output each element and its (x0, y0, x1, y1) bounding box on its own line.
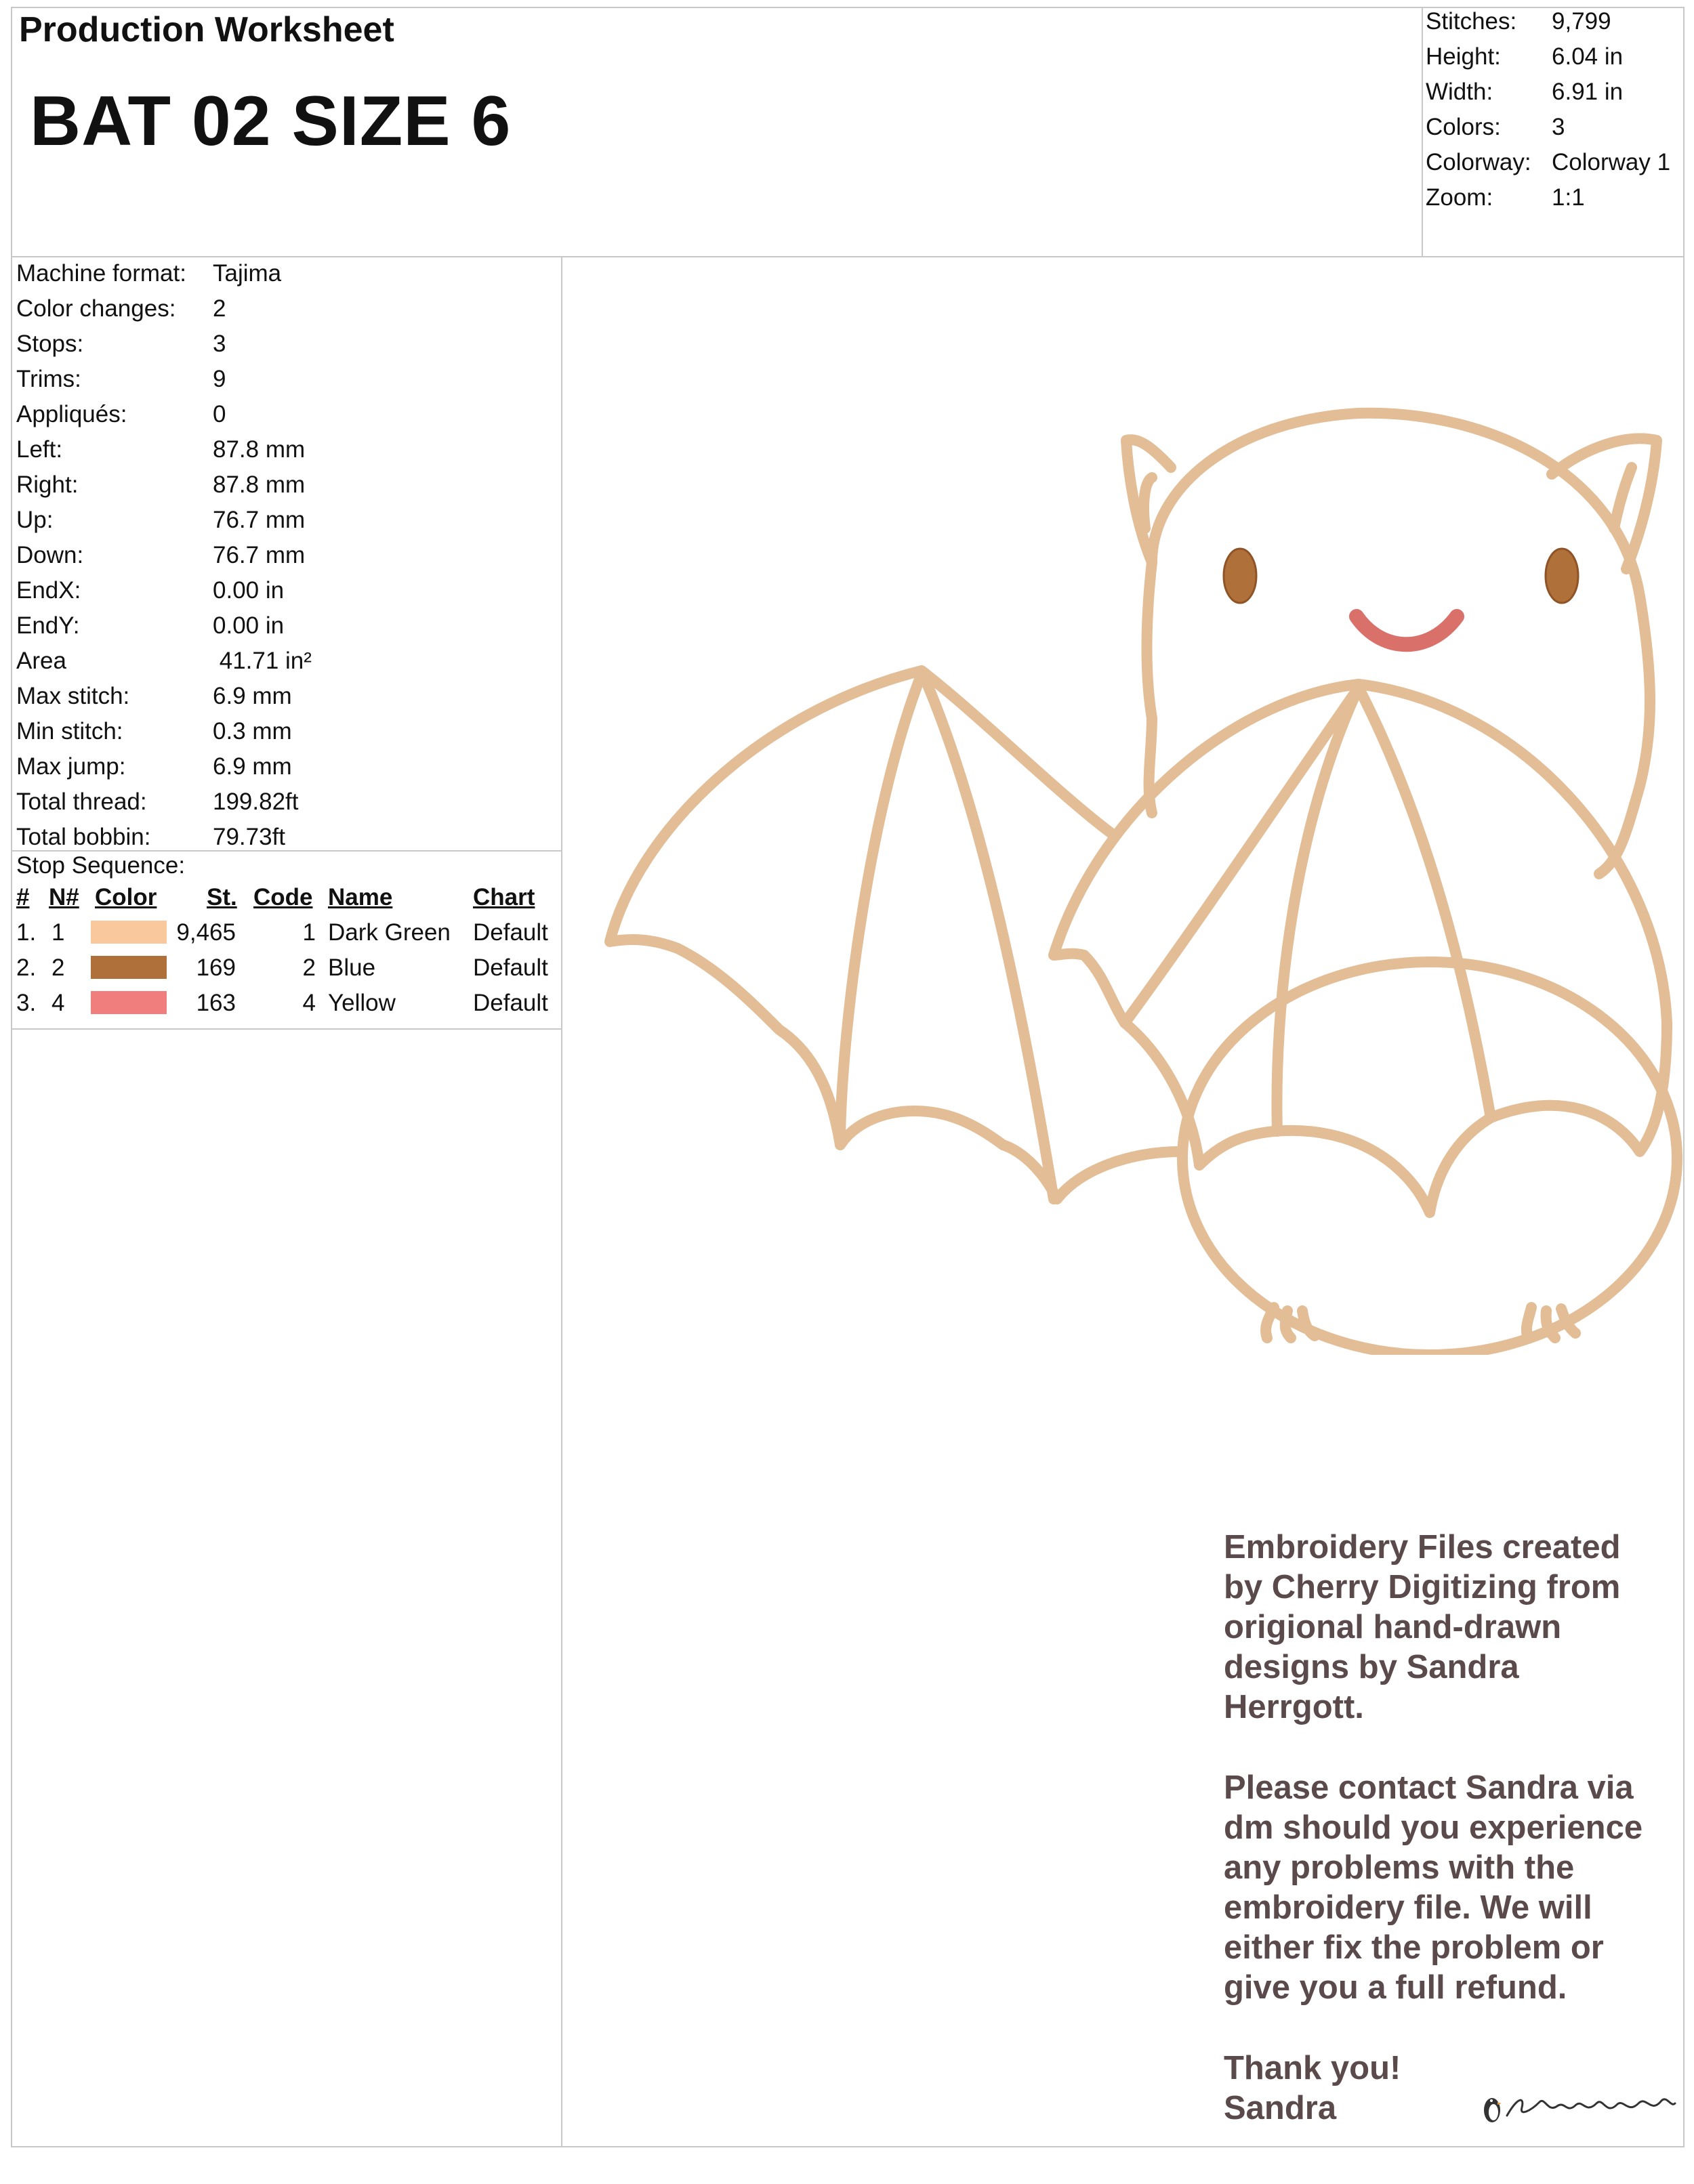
front-wing-rib-right (1359, 688, 1491, 1118)
note-line: Embroidery Files created (1224, 1529, 1621, 1566)
detail-value: 199.82ft (213, 789, 299, 815)
left-foot (1266, 1307, 1315, 1338)
row-code: 2 (302, 954, 316, 981)
summary-label: Stitches: (1426, 8, 1517, 35)
summary-value: 9,799 (1552, 8, 1611, 35)
left-column-divider (561, 256, 562, 2147)
detail-label: Stops: (16, 331, 84, 357)
detail-label: Total bobbin: (16, 824, 151, 850)
note-line: designs by Sandra (1224, 1649, 1519, 1685)
note-line: Please contact Sandra via (1224, 1769, 1634, 1806)
note-line: dm should you experience (1224, 1809, 1643, 1846)
detail-label: EndY: (16, 612, 80, 639)
row-stitches: 9,465 (176, 919, 236, 946)
signature-logo (1477, 2076, 1680, 2130)
left-ear-inner (1144, 478, 1152, 528)
row-chart: Default (473, 919, 548, 946)
row-num: 3. (16, 990, 37, 1016)
mouth (1357, 616, 1457, 644)
signature-stroke (1507, 2099, 1675, 2116)
detail-value: 87.8 mm (213, 471, 306, 498)
detail-value: 9 (213, 366, 226, 392)
worksheet-title: Production Worksheet (19, 10, 394, 49)
note-line: any problems with the (1224, 1849, 1575, 1886)
summary-label: Width: (1426, 79, 1493, 105)
detail-label: Max stitch: (16, 683, 130, 709)
detail-value: 3 (213, 331, 226, 357)
designer-note-paragraph-2 (1224, 1768, 1671, 2008)
table-row (16, 954, 558, 990)
detail-value: 6.9 mm (213, 683, 292, 709)
row-code: 4 (302, 990, 316, 1016)
color-swatch (91, 991, 167, 1014)
summary-label: Height: (1426, 43, 1501, 70)
col-header-stitches: St. (207, 884, 237, 910)
detail-label: Min stitch: (16, 718, 123, 744)
detail-label: Up: (16, 507, 54, 533)
table-row (16, 919, 558, 954)
detail-value: 79.73ft (213, 824, 286, 850)
note-line: Thank you! (1224, 2050, 1401, 2086)
detail-label: Down: (16, 542, 84, 568)
note-line: origional hand-drawn (1224, 1609, 1562, 1645)
row-needle: 2 (51, 954, 65, 981)
summary-value: 6.04 in (1552, 43, 1624, 70)
row-name: Yellow (328, 990, 396, 1016)
belly (1182, 962, 1677, 1355)
detail-label: Total thread: (16, 789, 147, 815)
detail-value: 0 (213, 401, 226, 427)
note-line: Herrgott. (1224, 1689, 1364, 1725)
col-header-code: Code (253, 884, 313, 910)
design-name: BAT 02 SIZE 6 (30, 82, 512, 161)
row-name: Dark Green (328, 919, 451, 946)
color-swatch (91, 956, 167, 979)
detail-label: Trims: (16, 366, 81, 392)
note-line: by Cherry Digitizing from (1224, 1569, 1621, 1605)
stop-sequence-title: Stop Sequence: (16, 852, 186, 879)
col-header-num: # (16, 884, 30, 910)
summary-value: 3 (1552, 114, 1565, 140)
table-row (16, 990, 558, 1025)
col-header-chart: Chart (473, 884, 535, 910)
row-code: 1 (302, 919, 316, 946)
stop-table-bottom (11, 1028, 562, 1030)
note-line: embroidery file. We will (1224, 1889, 1592, 1926)
row-stitches: 163 (196, 990, 236, 1016)
color-swatch (91, 921, 167, 944)
note-line: Sandra (1224, 2090, 1337, 2126)
detail-value: 6.9 mm (213, 753, 292, 780)
right-eye (1546, 549, 1578, 603)
summary-label: Zoom: (1426, 184, 1493, 211)
note-line: give you a full refund. (1224, 1969, 1567, 2006)
detail-value: 87.8 mm (213, 436, 306, 463)
col-header-name: Name (328, 884, 393, 910)
row-chart: Default (473, 954, 548, 981)
detail-value: 41.71 in² (213, 648, 312, 674)
detail-label: Max jump: (16, 753, 126, 780)
summary-value: Colorway 1 (1552, 149, 1671, 175)
col-header-color: Color (95, 884, 157, 910)
body-left-side (1147, 562, 1153, 813)
detail-label: Right: (16, 471, 79, 498)
detail-label: EndX: (16, 577, 81, 604)
detail-value: 0.00 in (213, 612, 285, 639)
bat-design-preview (590, 393, 1687, 1355)
back-wing-rib-right (923, 674, 1054, 1199)
detail-value: 0.00 in (213, 577, 285, 604)
detail-label: Machine format: (16, 260, 186, 287)
note-line: either fix the problem or (1224, 1929, 1604, 1966)
detail-label: Left: (16, 436, 63, 463)
penguin-icon (1484, 2098, 1502, 2122)
row-needle: 1 (51, 919, 65, 946)
row-num: 1. (16, 919, 37, 946)
summary-divider (1422, 7, 1423, 257)
row-chart: Default (473, 990, 548, 1016)
left-eye (1224, 549, 1256, 603)
summary-value: 1:1 (1552, 184, 1585, 211)
right-ear-inner (1614, 467, 1632, 528)
row-num: 2. (16, 954, 37, 981)
row-stitches: 169 (196, 954, 236, 981)
detail-label: Appliqués: (16, 401, 127, 427)
row-name: Blue (328, 954, 376, 981)
summary-label: Colorway: (1426, 149, 1531, 175)
back-wing-rib-left (840, 674, 922, 1145)
summary-label: Colors: (1426, 114, 1501, 140)
col-header-needle: N# (49, 884, 79, 910)
front-wing-rib-left (1125, 688, 1359, 1023)
detail-value: 76.7 mm (213, 507, 306, 533)
detail-label: Area (16, 648, 66, 674)
row-needle: 4 (51, 990, 65, 1016)
detail-value: 76.7 mm (213, 542, 306, 568)
designer-note-paragraph-1 (1224, 1528, 1671, 1727)
detail-value: Tajima (213, 260, 282, 287)
detail-value: 2 (213, 295, 226, 322)
summary-value: 6.91 in (1552, 79, 1624, 105)
detail-value: 0.3 mm (213, 718, 292, 744)
detail-label: Color changes: (16, 295, 176, 322)
